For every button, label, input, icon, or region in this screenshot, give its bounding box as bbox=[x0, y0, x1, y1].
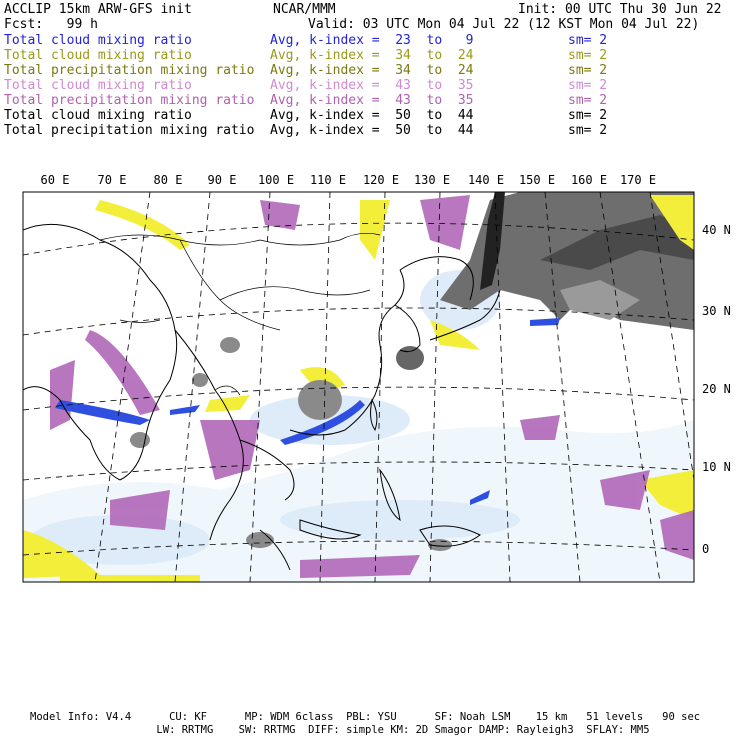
lon-label: 60 E bbox=[40, 173, 70, 187]
valid-time: Valid: 03 UTC Mon 04 Jul 22 (12 KST Mon 04 Jul 22) bbox=[308, 17, 700, 32]
model-info-line1: Model Info: V4.4 CU: KF MP: WDM 6class PBL: YSU SF: Noah LSM 15 km 51 levels 90 sec bbox=[30, 711, 701, 723]
legend-sm: sm= 2 bbox=[568, 48, 608, 63]
legend-avg: Avg, k-index = 50 to 44 bbox=[270, 123, 474, 138]
lat-label: 20 N bbox=[702, 382, 731, 396]
center-label: NCAR/MMM bbox=[273, 2, 336, 17]
lon-label: 140 E bbox=[467, 173, 505, 187]
legend-sm: sm= 2 bbox=[568, 33, 608, 48]
lat-label: 30 N bbox=[702, 304, 731, 318]
legend-avg: Avg, k-index = 34 to 24 bbox=[270, 63, 474, 78]
legend-avg: Avg, k-index = 43 to 35 bbox=[270, 78, 474, 93]
lon-label: 80 E bbox=[153, 173, 183, 187]
legend-field: Total cloud mixing ratio bbox=[4, 33, 192, 48]
lon-label: 100 E bbox=[257, 173, 295, 187]
lat-label: 10 N bbox=[702, 460, 731, 474]
legend-field: Total precipitation mixing ratio bbox=[4, 93, 255, 108]
legend-sm: sm= 2 bbox=[568, 123, 608, 138]
legend-sm: sm= 2 bbox=[568, 63, 608, 78]
legend-field: Total cloud mixing ratio bbox=[4, 108, 192, 123]
lat-label: 40 N bbox=[702, 223, 731, 237]
forecast-hour: Fcst: 99 h bbox=[4, 17, 98, 32]
legend-field: Total cloud mixing ratio bbox=[4, 78, 192, 93]
plot-title: ACCLIP 15km ARW-GFS init bbox=[4, 2, 192, 17]
legend-avg: Avg, k-index = 43 to 35 bbox=[270, 93, 474, 108]
init-time: Init: 00 UTC Thu 30 Jun 22 bbox=[518, 2, 722, 17]
lon-label: 170 E bbox=[619, 173, 657, 187]
legend-avg: Avg, k-index = 50 to 44 bbox=[270, 108, 474, 123]
legend-field: Total precipitation mixing ratio bbox=[4, 123, 255, 138]
legend-sm: sm= 2 bbox=[568, 108, 608, 123]
lon-label: 110 E bbox=[309, 173, 347, 187]
lon-label: 160 E bbox=[570, 173, 608, 187]
legend-field: Total cloud mixing ratio bbox=[4, 48, 192, 63]
legend-sm: sm= 2 bbox=[568, 93, 608, 108]
legend-avg: Avg, k-index = 23 to 9 bbox=[270, 33, 474, 48]
lon-label: 130 E bbox=[413, 173, 451, 187]
latitude-labels bbox=[702, 223, 731, 556]
legend-sm: sm= 2 bbox=[568, 78, 608, 93]
lat-label: 0 bbox=[702, 542, 710, 556]
legend-avg: Avg, k-index = 34 to 24 bbox=[270, 48, 474, 63]
lon-label: 120 E bbox=[362, 173, 400, 187]
model-info-line2: LW: RRTMG SW: RRTMG DIFF: simple KM: 2D Smagor DAMP: Rayleigh3 SFLAY: MM5 bbox=[30, 724, 650, 736]
lon-label: 70 E bbox=[97, 173, 127, 187]
lon-label: 90 E bbox=[207, 173, 237, 187]
longitude-labels bbox=[41, 173, 657, 187]
lon-label: 150 E bbox=[518, 173, 556, 187]
legend-field: Total precipitation mixing ratio bbox=[4, 63, 255, 78]
